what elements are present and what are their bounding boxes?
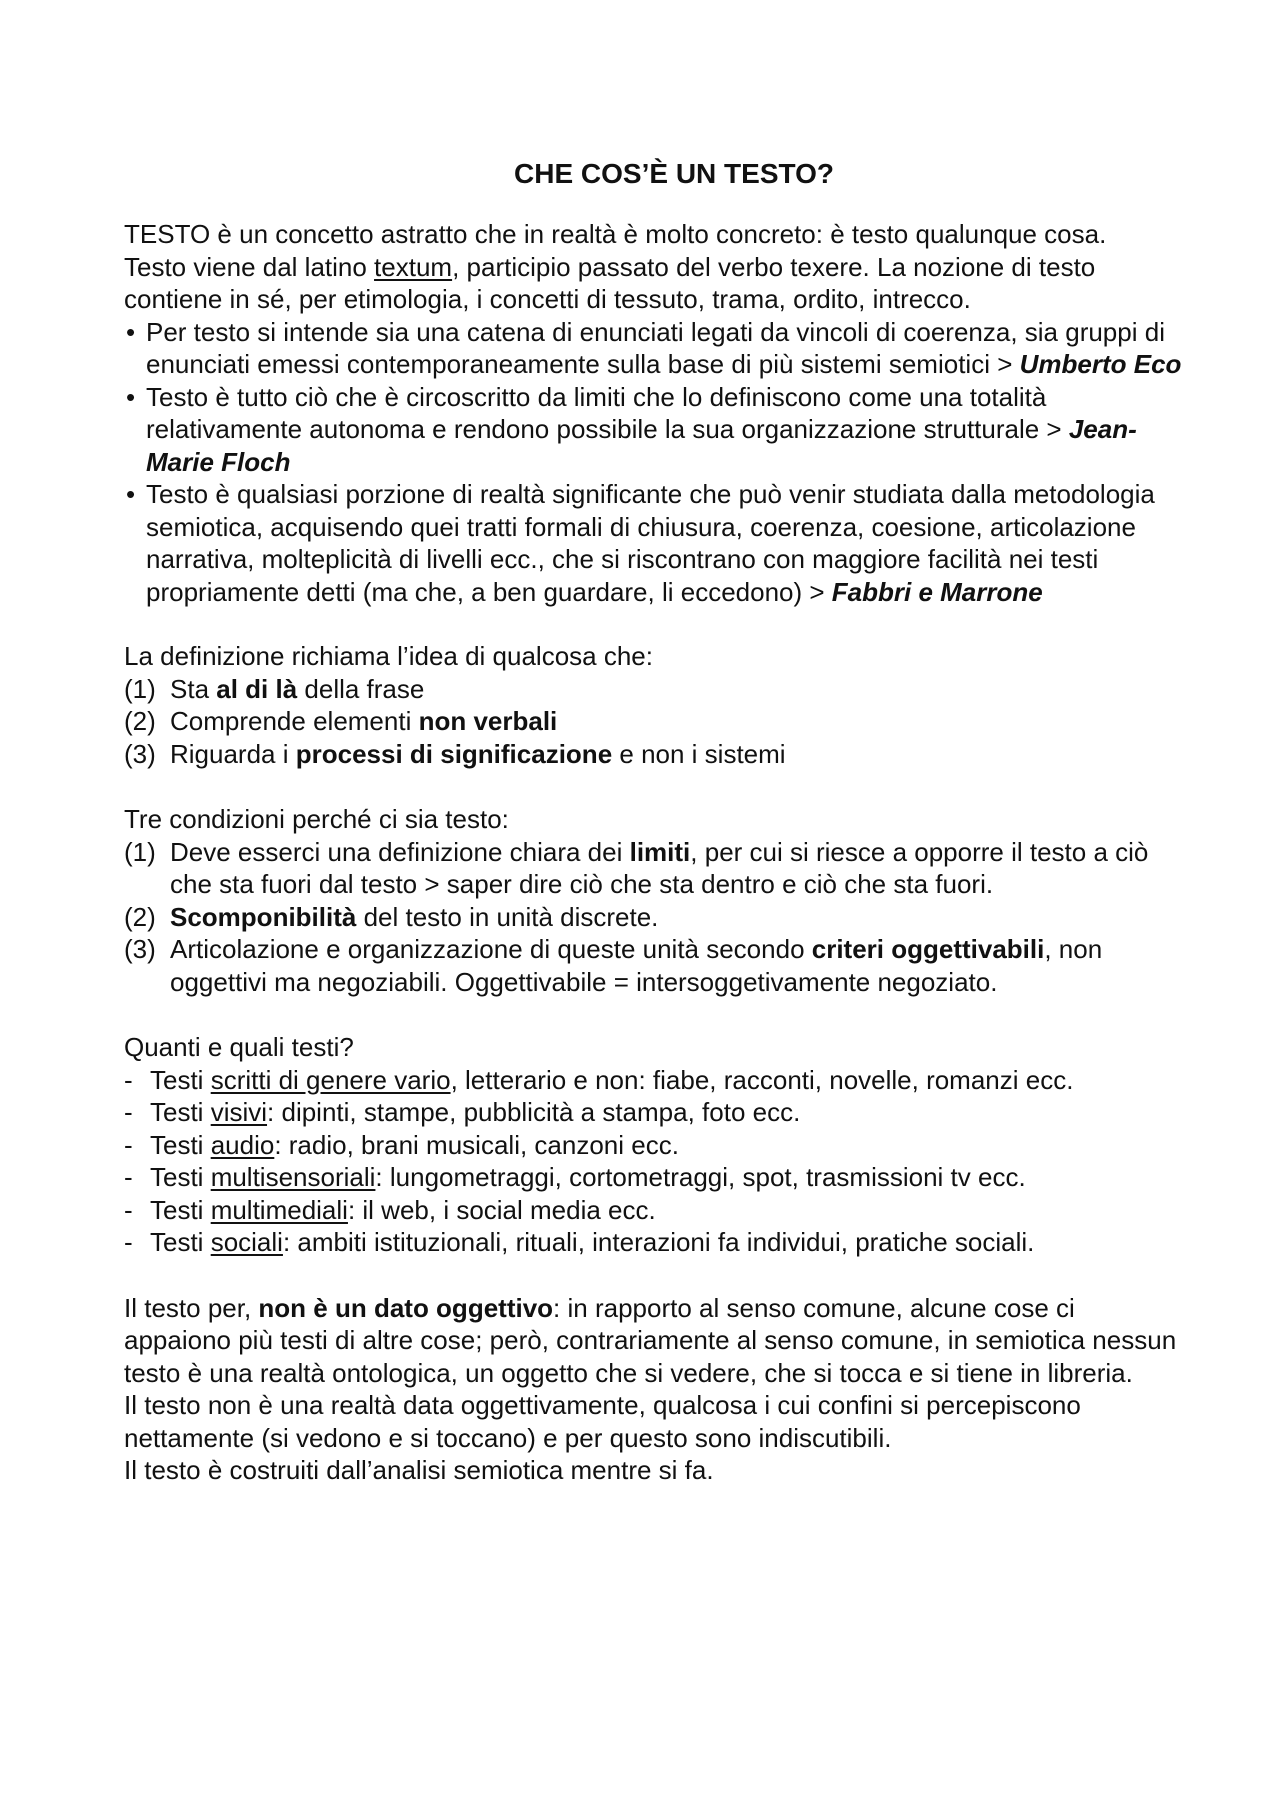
intro-paragraph-1: TESTO è un concetto astratto che in realtà è molto concreto: è testo qualunque cosa. bbox=[124, 219, 1107, 249]
dash-mark: - bbox=[124, 1064, 133, 1095]
definition-text: Testo è qualsiasi porzione di realtà significante che può venir studiata dalla metodologia semiotica, acquisendo quei tratti formali di chiusura, coerenza, coesione, articolazione narrativa, molteplicità di livelli ecc., che si riscontrano con maggiore facilità nei testi propriamente detti (ma che, a ben guardare, li eccedono) > bbox=[146, 479, 1155, 607]
condition-text: Articolazione e organizzazione di queste unità secondo bbox=[170, 934, 812, 964]
idea-bold: non verbali bbox=[418, 706, 558, 736]
definition-text: Testo è tutto ciò che è circoscritto da limiti che lo definiscono come una totalità relativamente autonoma e rendono possibile la sua organizzazione strutturale > bbox=[146, 381, 1069, 444]
type-text: : radio, brani musicali, canzoni ecc. bbox=[274, 1129, 679, 1160]
type-item bbox=[124, 1064, 1184, 1097]
type-term: audio bbox=[210, 1129, 275, 1160]
number-mark: (1) bbox=[124, 673, 156, 704]
definition-author: Umberto Eco bbox=[1019, 349, 1182, 379]
number-mark: (2) bbox=[124, 901, 156, 932]
textum-term: textum bbox=[374, 251, 453, 282]
condition-bold: criteri oggettivabili bbox=[811, 934, 1045, 964]
idea-bold: al di là bbox=[216, 673, 298, 704]
definition-item bbox=[124, 316, 1184, 381]
number-mark: (2) bbox=[124, 706, 156, 736]
type-term: visivi bbox=[210, 1097, 268, 1127]
type-text: : lungometraggi, cortometraggi, spot, trasmissioni tv ecc. bbox=[375, 1162, 1026, 1192]
bullet-mark: • bbox=[126, 381, 136, 412]
number-mark: (1) bbox=[124, 836, 156, 867]
idea-item bbox=[124, 705, 1184, 738]
type-text: Testi bbox=[150, 1129, 211, 1160]
types-list bbox=[124, 1064, 1184, 1259]
type-term: sociali bbox=[210, 1227, 283, 1257]
idea-bold: processi di significazione bbox=[295, 738, 613, 769]
type-item bbox=[124, 1129, 1184, 1162]
closing-paragraph-1 bbox=[124, 1292, 1184, 1390]
intro-text-a: Testo viene dal latino bbox=[124, 251, 375, 282]
type-item bbox=[124, 1194, 1184, 1227]
closing-paragraph-3: Il testo è costruiti dall’analisi semiotica mentre si fa. bbox=[124, 1455, 714, 1485]
type-text: : dipinti, stampe, pubblicità a stampa, foto ecc. bbox=[267, 1097, 801, 1127]
spacer bbox=[124, 770, 1184, 803]
spacer bbox=[124, 608, 1184, 640]
type-term: scritti di genere vario bbox=[210, 1064, 451, 1095]
definition-item bbox=[124, 478, 1184, 608]
dash-mark: - bbox=[124, 1129, 133, 1160]
condition-text: , per cui si riesce a opporre il testo a ciò che sta fuori dal testo > saper dire ciò che sta dentro e ciò che sta fuori. bbox=[170, 836, 1149, 899]
type-text: Testi bbox=[150, 1064, 211, 1095]
spacer bbox=[124, 1259, 1184, 1292]
number-mark: (3) bbox=[124, 738, 156, 769]
definitions-list bbox=[124, 316, 1184, 609]
conditions-list bbox=[124, 836, 1184, 999]
dash-mark: - bbox=[124, 1227, 133, 1257]
bullet-mark: • bbox=[126, 316, 136, 347]
idea-text: Comprende elementi bbox=[170, 706, 419, 736]
idea-heading: La definizione richiama l’idea di qualcosa che: bbox=[124, 641, 653, 671]
definition-author: Fabbri e Marrone bbox=[831, 576, 1043, 607]
number-mark: (3) bbox=[124, 934, 156, 964]
type-item bbox=[124, 1096, 1184, 1129]
idea-list bbox=[124, 673, 1184, 771]
definition-text: Per testo si intende sia una catena di enunciati legati da vincoli di coerenza, sia gruppi di enunciati emessi contemporaneamente sulla base di più sistemi semiotici > bbox=[146, 316, 1165, 379]
idea-item bbox=[124, 673, 1184, 706]
type-item bbox=[124, 1161, 1184, 1194]
types-heading: Quanti e quali testi? bbox=[124, 1032, 354, 1062]
closing-paragraph-2: Il testo non è una realtà data oggettivamente, qualcosa i cui confini si percepiscono nettamente (si vedono e si toccano) e per questo sono indiscutibili. bbox=[124, 1390, 1081, 1453]
dash-mark: - bbox=[124, 1194, 133, 1225]
dash-mark: - bbox=[124, 1097, 133, 1127]
type-text: Testi bbox=[150, 1194, 211, 1225]
condition-text: , non oggettivi ma negoziabili. Oggettivabile = intersoggetivamente negoziato. bbox=[170, 934, 1103, 997]
type-text: , letterario e non: fiabe, racconti, novelle, romanzi ecc. bbox=[450, 1064, 1074, 1095]
dash-mark: - bbox=[124, 1162, 133, 1192]
condition-item bbox=[124, 836, 1184, 901]
closing-bold: non è un dato oggettivo bbox=[258, 1292, 554, 1323]
page-title: CHE COS’È UN TESTO? bbox=[514, 158, 834, 189]
intro-text-b: , participio passato del verbo texere. La nozione di testo contiene in sé, per etimologia, i concetti di tessuto, trama, ordito, intrecco. bbox=[124, 251, 1096, 314]
definition-item bbox=[124, 381, 1184, 479]
type-text: Testi bbox=[150, 1227, 211, 1257]
conditions-heading: Tre condizioni perché ci sia testo: bbox=[124, 804, 509, 834]
type-item bbox=[124, 1226, 1184, 1259]
type-term: multisensoriali bbox=[210, 1162, 376, 1192]
spacer bbox=[124, 998, 1184, 1031]
idea-item bbox=[124, 738, 1184, 771]
idea-text: e non i sistemi bbox=[612, 738, 786, 769]
type-text: : ambiti istituzionali, rituali, interazioni fa individui, pratiche sociali. bbox=[282, 1227, 1035, 1257]
closing-text: : in rapporto al senso comune, alcune cose ci appaiono più testi di altre cose; però, contrariamente al senso comune, in semiotica nessun testo è una realtà ontologica, un oggetto che si vedere, che si tocca e si tiene in libreria. bbox=[124, 1292, 1177, 1388]
type-text: : il web, i social media ecc. bbox=[347, 1194, 656, 1225]
condition-item bbox=[124, 901, 1184, 934]
condition-item bbox=[124, 933, 1184, 998]
closing-text: Il testo per, bbox=[124, 1292, 259, 1323]
type-text: Testi bbox=[150, 1162, 211, 1192]
type-term: multimediali bbox=[210, 1194, 348, 1225]
type-text: Testi bbox=[150, 1097, 211, 1127]
intro-paragraph-2 bbox=[124, 251, 1184, 316]
condition-text: Deve esserci una definizione chiara dei bbox=[170, 836, 630, 867]
condition-bold: limiti bbox=[629, 836, 691, 867]
condition-bold: Scomponibilità bbox=[170, 901, 357, 932]
definition-author: Jean-Marie Floch bbox=[146, 414, 1137, 477]
condition-text: del testo in unità discrete. bbox=[356, 901, 659, 932]
bullet-mark: • bbox=[126, 479, 136, 509]
idea-text: della frase bbox=[297, 673, 425, 704]
idea-text: Sta bbox=[170, 673, 217, 704]
idea-text: Riguarda i bbox=[170, 738, 296, 769]
document-page bbox=[124, 156, 1184, 1487]
